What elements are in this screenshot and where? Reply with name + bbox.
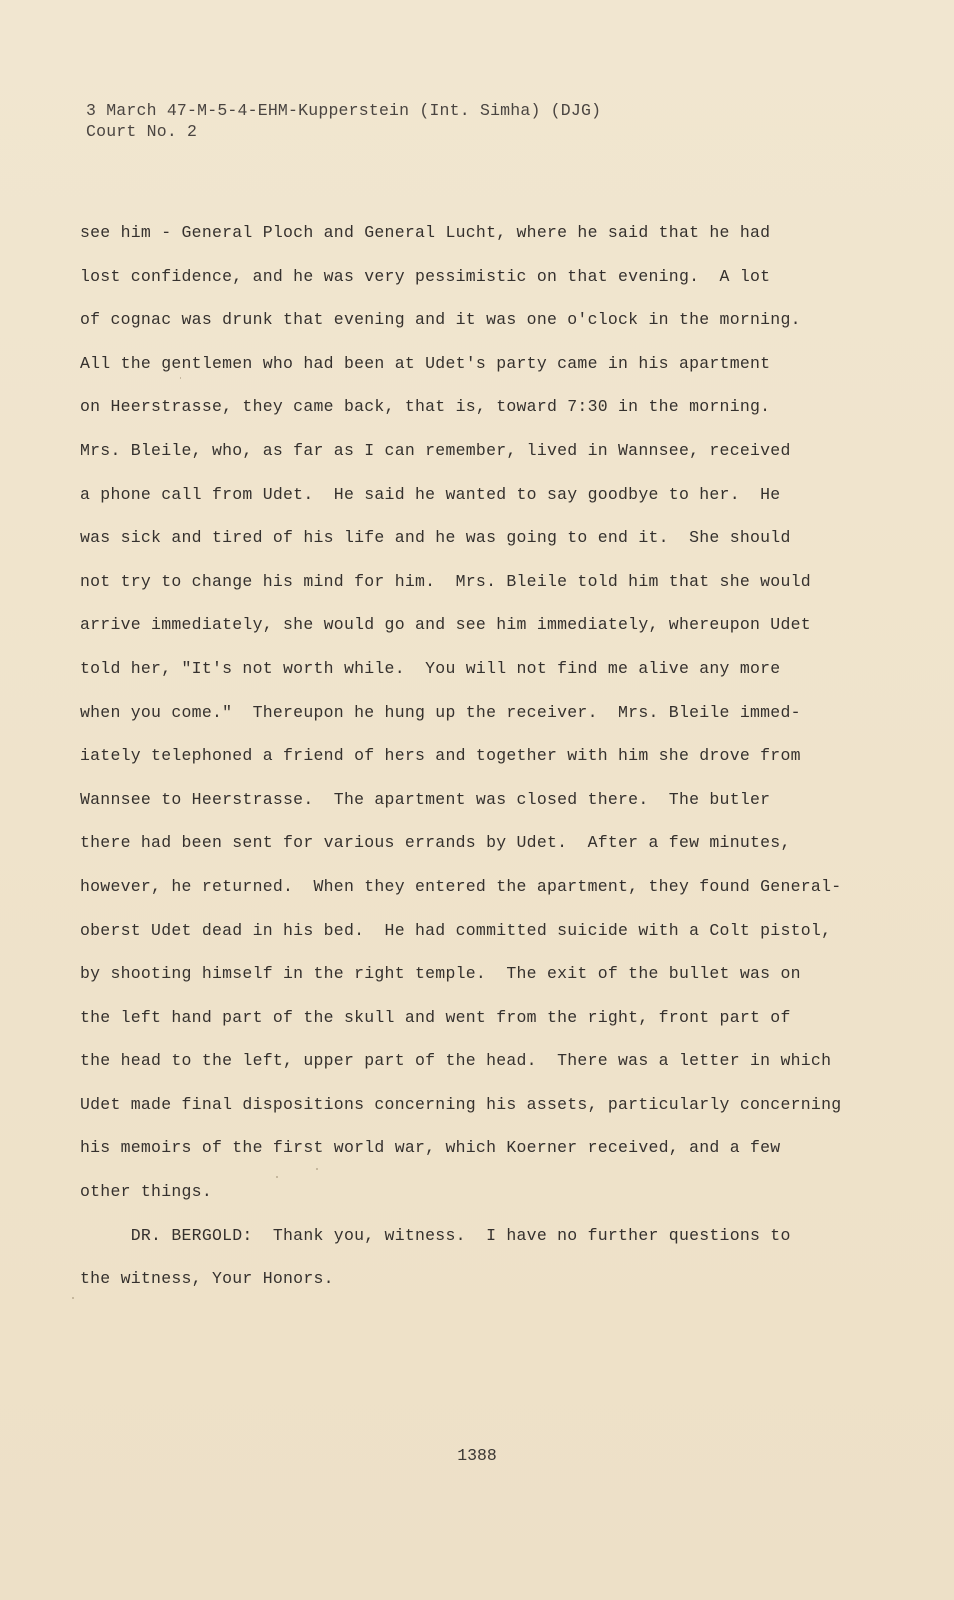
- text-line: arrive immediately, she would go and see him immediately, whereupon Udet: [80, 615, 811, 635]
- paper-speck: [72, 1297, 74, 1299]
- text-line: not try to change his mind for him. Mrs. Bleile told him that she would: [80, 571, 811, 591]
- text-line: his memoirs of the first world war, which Koerner received, and a few: [80, 1138, 781, 1158]
- text-line: was sick and tired of his life and he was going to end it. She should: [80, 528, 791, 548]
- page-number: 1388: [457, 1446, 497, 1465]
- paper-speck: [276, 1176, 278, 1178]
- header-line-1: 3 March 47-M-5-4-EHM-Kupperstein (Int. Simha) (DJG): [86, 101, 602, 120]
- text-line: there had been sent for various errands by Udet. After a few minutes,: [80, 833, 791, 853]
- paper-speck: [316, 1168, 318, 1170]
- header-line-2: Court No. 2: [86, 122, 198, 141]
- paper-speck: [180, 377, 181, 379]
- text-line: by shooting himself in the right temple. The exit of the bullet was on: [80, 964, 801, 984]
- text-line: the head to the left, upper part of the head. There was a letter in which: [80, 1051, 832, 1071]
- text-line: however, he returned. When they entered the apartment, they found General-: [80, 876, 842, 896]
- text-line: DR. BERGOLD: Thank you, witness. I have no further questions to: [80, 1225, 791, 1245]
- text-line: Udet made final dispositions concerning his assets, particularly concerning: [80, 1094, 842, 1114]
- text-line: iately telephoned a friend of hers and together with him she drove from: [80, 746, 801, 766]
- document-header: [86, 100, 601, 142]
- text-line: Wannsee to Heerstrasse. The apartment was closed there. The butler: [80, 789, 771, 809]
- text-line: of cognac was drunk that evening and it was one o'clock in the morning.: [80, 310, 801, 330]
- text-line: the witness, Your Honors.: [80, 1269, 334, 1289]
- text-line: when you come." Thereupon he hung up the receiver. Mrs. Bleile immed-: [80, 702, 801, 722]
- text-line: the left hand part of the skull and went from the right, front part of: [80, 1007, 791, 1027]
- transcript-body: [80, 222, 880, 1312]
- text-line: a phone call from Udet. He said he wanted to say goodbye to her. He: [80, 484, 781, 504]
- text-line: Mrs. Bleile, who, as far as I can remember, lived in Wannsee, received: [80, 440, 791, 460]
- text-line: oberst Udet dead in his bed. He had committed suicide with a Colt pistol,: [80, 920, 832, 940]
- text-line: told her, "It's not worth while. You will not find me alive any more: [80, 658, 781, 678]
- text-line: other things.: [80, 1182, 212, 1202]
- text-line: All the gentlemen who had been at Udet's party came in his apartment: [80, 353, 771, 373]
- text-line: see him - General Ploch and General Lucht, where he said that he had: [80, 223, 771, 242]
- text-line: lost confidence, and he was very pessimistic on that evening. A lot: [80, 266, 771, 286]
- text-line: on Heerstrasse, they came back, that is, toward 7:30 in the morning.: [80, 397, 771, 417]
